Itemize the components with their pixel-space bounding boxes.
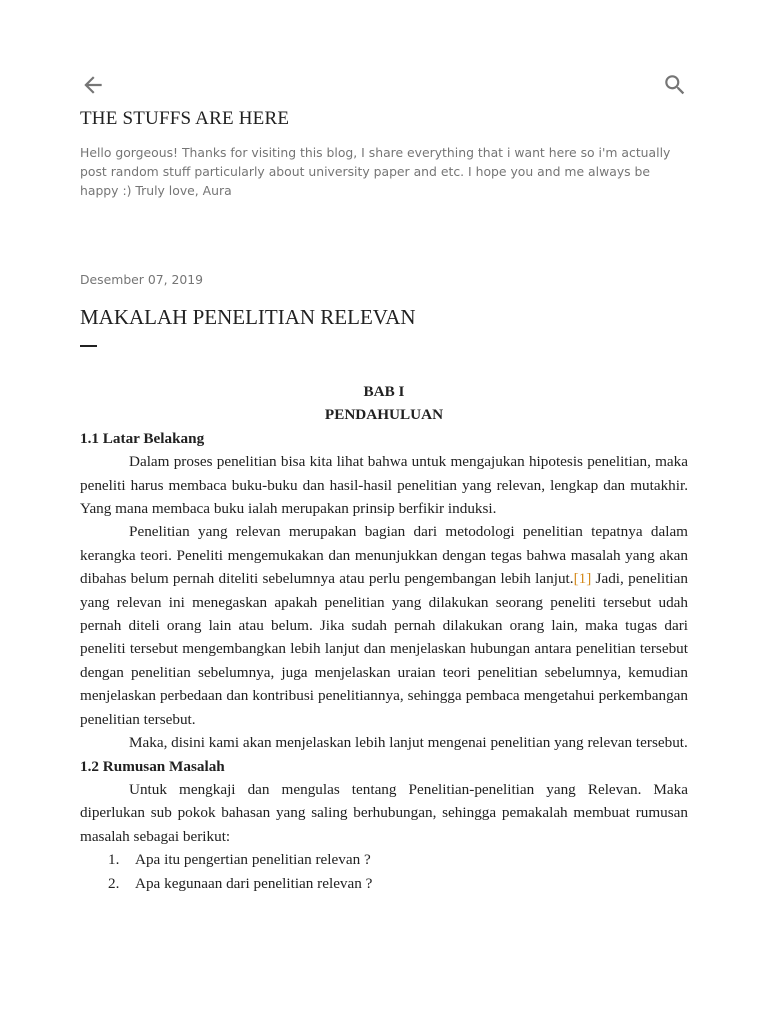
- blog-title[interactable]: THE STUFFS ARE HERE: [80, 108, 290, 129]
- paragraph: Untuk mengkaji dan mengulas tentang Penelitian-penelitian yang Relevan. Maka diperlukan sub pokok bahasan yang saling berhubungan, sehingga pemakalah membuat rumusan masalah sebagai berikut:: [80, 780, 688, 845]
- list-item: [80, 872, 688, 895]
- list-item-text: Apa itu pengertian penelitian relevan ?: [135, 851, 371, 869]
- post-date[interactable]: Desember 07, 2019: [80, 272, 204, 287]
- section-heading-latar-belakang: 1.1 Latar Belakang: [80, 429, 205, 447]
- blog-description: Hello gorgeous! Thanks for visiting this blog, I share everything that i want here so i'm actually post random stuff particularly about university paper and etc. I hope you and me always be happy :) Truly love, Aura: [80, 145, 671, 198]
- paragraph: [80, 520, 688, 731]
- top-bar: [80, 72, 688, 98]
- footnote-link[interactable]: [1]: [573, 570, 592, 588]
- search-icon[interactable]: [662, 72, 688, 98]
- paragraph-text: Jadi, penelitian yang relevan ini menegaskan apakah penelitian yang dilakukan seorang peneliti tersebut udah pernah diteli orang lain atau belum. Jika sudah pernah dilakukan orang lain, maka tugas dari peneliti tersebut mengembangkan lebih lanjut dan menjelaskan hubungan antara penelitian tersebut dengan penelitian sebelumnya, juga menjelaskan uraian teori penelitian sebelumnya, kemudian menjelaskan perbedaan dan kontribusi penelitiannya, sehingga pembaca mengetahui perkembangan penelitian tersebut.: [80, 570, 688, 728]
- problem-list: [80, 848, 688, 895]
- paragraph: Dalam proses penelitian bisa kita lihat bahwa untuk mengajukan hipotesis penelitian, maka peneliti harus membaca buku-buku dan hasil-hasil penelitian yang relevan, lengkap dan mutakhir. Yang mana membaca buku ialah merupakan prinsip berfikir induksi.: [80, 453, 688, 518]
- section-heading-rumusan-masalah: 1.2 Rumusan Masalah: [80, 757, 225, 775]
- paragraph-text: Penelitian yang relevan merupakan bagian dari metodologi penelitian tepatnya dalam kerangka teori. Peneliti mengemukakan dan menunjukkan dengan tegas bahwa masalah yang akan dibahas belum pernah diteliti sebelumnya atau perlu pengembangan lebih lanjut.: [80, 523, 688, 588]
- list-item-number: 2.: [108, 874, 120, 892]
- arrow-back-icon[interactable]: [80, 72, 106, 98]
- list-item: [80, 848, 688, 871]
- list-item-text: Apa kegunaan dari penelitian relevan ?: [135, 874, 373, 892]
- list-item-number: 1.: [108, 851, 120, 869]
- post-title: MAKALAH PENELITIAN RELEVAN: [80, 305, 416, 329]
- chapter-title: PENDAHULUAN: [324, 406, 444, 424]
- chapter-label: BAB I: [363, 383, 405, 400]
- title-divider: [80, 345, 97, 347]
- post-body: [80, 380, 688, 895]
- paragraph: Maka, disini kami akan menjelaskan lebih lanjut mengenai penelitian yang relevan tersebut.: [129, 734, 688, 752]
